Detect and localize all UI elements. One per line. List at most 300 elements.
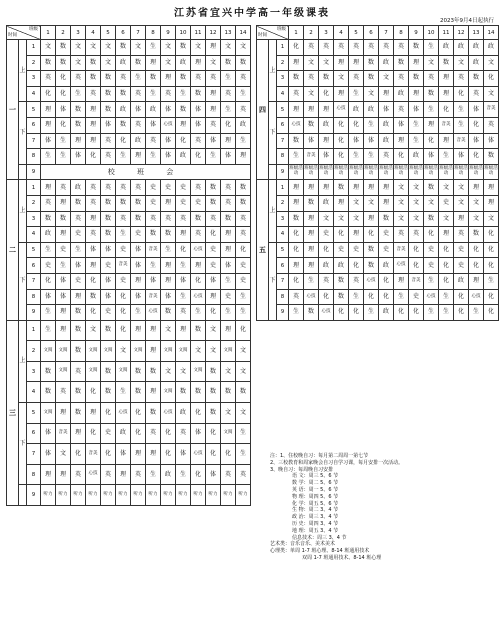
subject-cell: 理 bbox=[146, 444, 161, 465]
subject-cell: 体 bbox=[191, 423, 206, 444]
subject-cell: 文 bbox=[56, 444, 71, 465]
subject-cell: 英 bbox=[394, 227, 409, 243]
class-header: 5 bbox=[101, 26, 116, 40]
subject-cell: 英 bbox=[394, 71, 409, 87]
subject-cell: 音美 bbox=[394, 242, 409, 258]
subject-cell: 化 bbox=[454, 86, 469, 102]
subject-cell: 理 bbox=[221, 227, 236, 243]
subject-cell: 文 bbox=[86, 40, 101, 56]
subject-cell: 数 bbox=[191, 86, 206, 102]
subject-cell: 理 bbox=[304, 211, 319, 227]
subject-cell: 理 bbox=[71, 289, 86, 305]
subject-cell: 生 bbox=[146, 86, 161, 102]
subject-cell: 体 bbox=[191, 117, 206, 133]
subject-cell: 生 bbox=[289, 305, 304, 321]
subject-cell: 生 bbox=[364, 117, 379, 133]
half-day-cell: 上 bbox=[19, 180, 27, 242]
subject-cell: 生 bbox=[394, 289, 409, 305]
subject-cell: 英 bbox=[116, 71, 131, 87]
subject-cell: 英 bbox=[379, 40, 394, 56]
subject-cell: 生 bbox=[454, 117, 469, 133]
table-row bbox=[257, 305, 499, 321]
subject-cell: 数 bbox=[71, 195, 86, 211]
subject-cell: 数 bbox=[71, 102, 86, 118]
subject-cell: 化 bbox=[409, 305, 424, 321]
subject-cell: 文 bbox=[161, 361, 176, 382]
subject-cell: 体 bbox=[319, 149, 334, 165]
subject-cell: 理 bbox=[221, 242, 236, 258]
subject-cell: 文 bbox=[116, 341, 131, 362]
subject-cell: 英 bbox=[131, 464, 146, 485]
subject-cell: 听力 bbox=[191, 485, 206, 506]
subject-cell: 理 bbox=[304, 180, 319, 196]
period-cell: 8 bbox=[277, 289, 289, 305]
note-line: 生 物：周二 3、4 节 bbox=[292, 507, 339, 514]
subject-cell: 史 bbox=[41, 258, 56, 274]
subject-cell: 理 bbox=[206, 102, 221, 118]
table-row bbox=[7, 102, 251, 118]
half-day-cell: 上 bbox=[19, 40, 27, 102]
period-cell: 3 bbox=[27, 361, 41, 382]
subject-cell: 英 bbox=[71, 71, 86, 87]
subject-cell: 文 bbox=[364, 195, 379, 211]
subject-cell: 生 bbox=[409, 117, 424, 133]
header-corner bbox=[257, 26, 289, 40]
event-cell: 校 班 会 bbox=[41, 164, 251, 180]
subject-cell: 数 bbox=[131, 55, 146, 71]
subject-cell: 文阅 bbox=[116, 361, 131, 382]
subject-cell: 化 bbox=[349, 117, 364, 133]
subject-cell: 文 bbox=[469, 211, 484, 227]
note-line: 政 治：周三 3、4 节 bbox=[292, 514, 339, 521]
class-header: 3 bbox=[319, 26, 334, 40]
class-header: 1 bbox=[289, 26, 304, 40]
subject-cell: 史 bbox=[424, 258, 439, 274]
subject-cell: 生 bbox=[56, 258, 71, 274]
subject-cell: 英 bbox=[86, 180, 101, 196]
subject-cell: 史 bbox=[131, 227, 146, 243]
subject-cell: 化 bbox=[424, 133, 439, 149]
subject-cell: 化 bbox=[289, 40, 304, 56]
subject-cell: 英 bbox=[146, 133, 161, 149]
subject-cell: 生 bbox=[206, 149, 221, 165]
table-row bbox=[257, 242, 499, 258]
period-cell: 6 bbox=[277, 258, 289, 274]
subject-cell: 体 bbox=[221, 258, 236, 274]
subject-cell: 理 bbox=[236, 149, 251, 165]
subject-cell: 数 bbox=[71, 305, 86, 321]
subject-cell: 史 bbox=[71, 227, 86, 243]
subject-cell: 生 bbox=[454, 102, 469, 118]
subject-cell: 理 bbox=[469, 273, 484, 289]
period-cell: 7 bbox=[27, 444, 41, 465]
subject-cell: 生 bbox=[191, 305, 206, 321]
subject-cell: 数 bbox=[176, 40, 191, 56]
subject-cell: 英 bbox=[206, 71, 221, 87]
subject-cell: 生 bbox=[236, 133, 251, 149]
subject-cell: 数 bbox=[289, 71, 304, 87]
subject-cell: 英 bbox=[206, 211, 221, 227]
note-line: 英 语：周一 5、6 节 bbox=[292, 486, 339, 493]
subject-cell: 数 bbox=[334, 180, 349, 196]
subject-cell: 英 bbox=[101, 464, 116, 485]
subject-cell: 生 bbox=[236, 289, 251, 305]
subject-cell: 文 bbox=[221, 403, 236, 424]
subject-cell: 理 bbox=[334, 55, 349, 71]
subject-cell: 政 bbox=[116, 102, 131, 118]
subject-cell: 体 bbox=[56, 102, 71, 118]
subject-cell: 数 bbox=[424, 180, 439, 196]
subject-cell: 生 bbox=[349, 86, 364, 102]
subject-cell: 生 bbox=[41, 149, 56, 165]
notes-section bbox=[270, 453, 498, 562]
subject-cell: 文阅 bbox=[161, 341, 176, 362]
subject-cell: 化 bbox=[191, 149, 206, 165]
period-cell: 4 bbox=[27, 227, 41, 243]
subject-cell: 政 bbox=[319, 195, 334, 211]
subject-cell: 理 bbox=[469, 180, 484, 196]
subject-cell: 英 bbox=[191, 133, 206, 149]
class-header: 14 bbox=[484, 26, 499, 40]
table-row bbox=[7, 289, 251, 305]
subject-cell: 体 bbox=[176, 273, 191, 289]
subject-cell: 生 bbox=[41, 242, 56, 258]
subject-cell: 化 bbox=[56, 117, 71, 133]
subject-cell: 文 bbox=[304, 55, 319, 71]
subject-cell: 理 bbox=[349, 55, 364, 71]
subject-cell: 理 bbox=[56, 464, 71, 485]
subject-cell: 数 bbox=[221, 55, 236, 71]
subject-cell: 英 bbox=[289, 289, 304, 305]
subject-cell: 理 bbox=[206, 86, 221, 102]
subject-cell: 文 bbox=[221, 40, 236, 56]
subject-cell: 数 bbox=[191, 211, 206, 227]
subject-cell: 英 bbox=[131, 117, 146, 133]
subject-cell: 化 bbox=[439, 258, 454, 274]
subject-cell: 理 bbox=[146, 55, 161, 71]
table-row bbox=[257, 289, 499, 305]
subject-cell: 生 bbox=[221, 102, 236, 118]
subject-cell: 数 bbox=[424, 86, 439, 102]
subject-cell: 班级活动 bbox=[304, 164, 319, 180]
period-cell: 9 bbox=[27, 305, 41, 321]
period-cell: 3 bbox=[277, 211, 289, 227]
subject-cell: 理 bbox=[41, 117, 56, 133]
subject-cell: 理 bbox=[56, 195, 71, 211]
period-cell: 2 bbox=[277, 55, 289, 71]
subject-cell: 理 bbox=[319, 180, 334, 196]
subject-cell: 心技 bbox=[364, 273, 379, 289]
subject-cell: 化 bbox=[334, 117, 349, 133]
subject-cell: 数 bbox=[101, 320, 116, 341]
subject-cell: 文 bbox=[236, 40, 251, 56]
subject-cell: 生 bbox=[116, 227, 131, 243]
class-header: 8 bbox=[146, 26, 161, 40]
subject-cell: 体 bbox=[161, 149, 176, 165]
subject-cell: 化 bbox=[424, 227, 439, 243]
table-row bbox=[257, 149, 499, 165]
subject-cell: 英 bbox=[41, 195, 56, 211]
subject-cell: 化 bbox=[131, 403, 146, 424]
subject-cell: 心技 bbox=[146, 305, 161, 321]
subject-cell: 史 bbox=[146, 180, 161, 196]
subject-cell: 文 bbox=[454, 195, 469, 211]
subject-cell: 史 bbox=[454, 258, 469, 274]
subject-cell: 数 bbox=[484, 149, 499, 165]
period-cell: 3 bbox=[27, 71, 41, 87]
subject-cell: 理 bbox=[56, 320, 71, 341]
subject-cell: 化 bbox=[206, 305, 221, 321]
subject-cell: 文阅 bbox=[191, 361, 206, 382]
subject-cell: 政 bbox=[484, 40, 499, 56]
subject-cell: 文 bbox=[221, 361, 236, 382]
subject-cell: 生 bbox=[176, 258, 191, 274]
subject-cell: 文 bbox=[304, 86, 319, 102]
subject-cell: 数 bbox=[379, 211, 394, 227]
subject-cell: 生 bbox=[439, 305, 454, 321]
subject-cell: 文 bbox=[484, 55, 499, 71]
subject-cell: 文 bbox=[439, 180, 454, 196]
subject-cell: 化 bbox=[334, 305, 349, 321]
subject-cell: 生 bbox=[439, 289, 454, 305]
subject-cell: 史 bbox=[191, 195, 206, 211]
subject-cell: 英 bbox=[349, 273, 364, 289]
subject-cell: 文 bbox=[206, 320, 221, 341]
subject-cell: 化 bbox=[394, 305, 409, 321]
subject-cell: 英 bbox=[304, 71, 319, 87]
period-cell: 7 bbox=[277, 273, 289, 289]
table-row bbox=[7, 180, 251, 196]
subject-cell: 生 bbox=[131, 305, 146, 321]
subject-cell: 听力 bbox=[131, 485, 146, 506]
subject-cell: 化 bbox=[191, 273, 206, 289]
subject-cell: 班级活动 bbox=[289, 164, 304, 180]
subject-cell: 音美 bbox=[56, 423, 71, 444]
class-header: 11 bbox=[191, 26, 206, 40]
class-header: 14 bbox=[236, 26, 251, 40]
subject-cell: 政 bbox=[469, 40, 484, 56]
table-row bbox=[257, 102, 499, 118]
subject-cell: 体 bbox=[71, 258, 86, 274]
note-line: 数 学：周二 5、6 节 bbox=[292, 480, 339, 487]
subject-cell: 英 bbox=[161, 211, 176, 227]
table-row bbox=[7, 86, 251, 102]
half-day-cell: 上 bbox=[269, 180, 277, 242]
subject-cell: 英 bbox=[116, 180, 131, 196]
subject-cell: 数 bbox=[116, 117, 131, 133]
subject-cell: 化 bbox=[191, 403, 206, 424]
note-line: 心理类：单周 1-7 班心理、8-14 班通用技术 bbox=[270, 548, 370, 555]
subject-cell: 文 bbox=[454, 55, 469, 71]
table-row bbox=[257, 273, 499, 289]
subject-cell: 生 bbox=[236, 423, 251, 444]
subject-cell: 化 bbox=[86, 382, 101, 403]
subject-cell: 文阅 bbox=[86, 361, 101, 382]
period-cell: 2 bbox=[27, 55, 41, 71]
weekday-cell: 四 bbox=[257, 40, 269, 180]
class-header: 6 bbox=[364, 26, 379, 40]
table-row bbox=[257, 40, 499, 56]
subject-cell: 数 bbox=[146, 227, 161, 243]
subject-cell: 史 bbox=[236, 273, 251, 289]
subject-cell: 化 bbox=[319, 86, 334, 102]
subject-cell: 数 bbox=[131, 211, 146, 227]
subject-cell: 英 bbox=[101, 133, 116, 149]
subject-cell: 生 bbox=[289, 149, 304, 165]
subject-cell: 体 bbox=[41, 289, 56, 305]
subject-cell: 数 bbox=[41, 382, 56, 403]
subject-cell: 化 bbox=[221, 444, 236, 465]
subject-cell: 数 bbox=[439, 55, 454, 71]
subject-cell: 文 bbox=[161, 40, 176, 56]
subject-cell: 化 bbox=[161, 423, 176, 444]
subject-cell: 体 bbox=[206, 464, 221, 485]
subject-cell: 数 bbox=[101, 361, 116, 382]
class-header: 2 bbox=[304, 26, 319, 40]
subject-cell: 文阅 bbox=[176, 341, 191, 362]
subject-cell: 理 bbox=[86, 258, 101, 274]
subject-cell: 体 bbox=[221, 149, 236, 165]
subject-cell: 化 bbox=[101, 403, 116, 424]
subject-cell: 数 bbox=[304, 117, 319, 133]
table-row bbox=[7, 227, 251, 243]
note-line: 信息技术：周三 3、4 节 bbox=[292, 534, 347, 541]
subject-cell: 体 bbox=[364, 133, 379, 149]
subject-cell: 政 bbox=[379, 258, 394, 274]
subject-cell: 体 bbox=[161, 133, 176, 149]
class-header: 5 bbox=[349, 26, 364, 40]
subject-cell: 数 bbox=[409, 40, 424, 56]
subject-cell: 文 bbox=[101, 55, 116, 71]
subject-cell: 听力 bbox=[236, 485, 251, 506]
subject-cell: 英 bbox=[454, 227, 469, 243]
subject-cell: 政 bbox=[161, 464, 176, 485]
subject-cell: 体 bbox=[484, 133, 499, 149]
subject-cell: 数 bbox=[131, 195, 146, 211]
subject-cell: 数 bbox=[206, 361, 221, 382]
subject-cell: 数 bbox=[191, 382, 206, 403]
subject-cell: 文 bbox=[236, 403, 251, 424]
subject-cell: 数 bbox=[289, 211, 304, 227]
table-row bbox=[7, 320, 251, 341]
subject-cell: 英 bbox=[71, 361, 86, 382]
subject-cell: 英 bbox=[334, 40, 349, 56]
subject-cell: 理 bbox=[176, 320, 191, 341]
subject-cell: 史 bbox=[424, 242, 439, 258]
subject-cell: 英 bbox=[86, 195, 101, 211]
subject-cell: 英 bbox=[236, 102, 251, 118]
subject-cell: 文阅 bbox=[41, 403, 56, 424]
subject-cell: 数 bbox=[334, 273, 349, 289]
subject-cell: 体 bbox=[176, 444, 191, 465]
subject-cell: 体 bbox=[56, 273, 71, 289]
period-cell: 1 bbox=[27, 320, 41, 341]
subject-cell: 听力 bbox=[146, 485, 161, 506]
subject-cell: 文 bbox=[191, 341, 206, 362]
subject-cell: 听力 bbox=[221, 485, 236, 506]
subject-cell: 体 bbox=[71, 149, 86, 165]
subject-cell: 数 bbox=[116, 86, 131, 102]
subject-cell: 政 bbox=[454, 40, 469, 56]
subject-cell: 生 bbox=[56, 149, 71, 165]
subject-cell: 政 bbox=[334, 258, 349, 274]
subject-cell: 化 bbox=[131, 423, 146, 444]
half-day-cell: 上 bbox=[269, 40, 277, 102]
subject-cell: 生 bbox=[146, 258, 161, 274]
subject-cell: 英 bbox=[191, 227, 206, 243]
subject-cell: 英 bbox=[56, 382, 71, 403]
period-cell: 8 bbox=[27, 289, 41, 305]
subject-cell: 理 bbox=[116, 464, 131, 485]
table-row bbox=[7, 71, 251, 87]
subject-cell: 史 bbox=[161, 180, 176, 196]
subject-cell: 心技 bbox=[319, 305, 334, 321]
subject-cell: 政 bbox=[394, 86, 409, 102]
subject-cell: 英 bbox=[469, 86, 484, 102]
subject-cell: 化 bbox=[319, 242, 334, 258]
subject-cell: 政 bbox=[409, 149, 424, 165]
subject-cell: 史 bbox=[101, 258, 116, 274]
subject-cell: 数 bbox=[56, 211, 71, 227]
subject-cell: 化 bbox=[484, 258, 499, 274]
subject-cell: 文 bbox=[364, 86, 379, 102]
subject-cell: 政 bbox=[454, 273, 469, 289]
subject-cell: 文阅 bbox=[221, 341, 236, 362]
table-row bbox=[7, 423, 251, 444]
subject-cell: 数 bbox=[56, 55, 71, 71]
subject-cell: 班级活动 bbox=[364, 164, 379, 180]
subject-cell: 化 bbox=[454, 305, 469, 321]
period-cell: 6 bbox=[277, 117, 289, 133]
subject-cell: 理 bbox=[439, 71, 454, 87]
subject-cell: 英 bbox=[41, 71, 56, 87]
subject-cell: 文 bbox=[379, 71, 394, 87]
subject-cell: 数 bbox=[41, 55, 56, 71]
subject-cell: 数 bbox=[146, 361, 161, 382]
subject-cell: 数 bbox=[289, 133, 304, 149]
subject-cell: 文 bbox=[101, 40, 116, 56]
subject-cell: 数 bbox=[364, 242, 379, 258]
class-header: 4 bbox=[334, 26, 349, 40]
subject-cell: 理 bbox=[146, 341, 161, 362]
subject-cell: 理 bbox=[56, 227, 71, 243]
subject-cell: 化 bbox=[206, 227, 221, 243]
subject-cell: 体 bbox=[101, 242, 116, 258]
class-header: 9 bbox=[161, 26, 176, 40]
subject-cell: 数 bbox=[176, 102, 191, 118]
subject-cell: 化 bbox=[364, 289, 379, 305]
subject-cell: 英 bbox=[236, 71, 251, 87]
subject-cell: 体 bbox=[131, 258, 146, 274]
subject-cell: 政 bbox=[176, 403, 191, 424]
subject-cell: 政 bbox=[146, 102, 161, 118]
subject-cell: 英 bbox=[131, 86, 146, 102]
subject-cell: 体 bbox=[101, 289, 116, 305]
subject-cell: 文 bbox=[424, 55, 439, 71]
subject-cell: 化 bbox=[394, 149, 409, 165]
subject-cell: 听力 bbox=[71, 485, 86, 506]
subject-cell: 理 bbox=[349, 180, 364, 196]
subject-cell: 理 bbox=[409, 55, 424, 71]
subject-cell: 体 bbox=[56, 289, 71, 305]
subject-cell: 化 bbox=[116, 133, 131, 149]
subject-cell: 文 bbox=[191, 40, 206, 56]
subject-cell: 文 bbox=[176, 361, 191, 382]
subject-cell: 数 bbox=[424, 211, 439, 227]
subject-cell: 理 bbox=[176, 227, 191, 243]
subject-cell: 心技 bbox=[469, 289, 484, 305]
subject-cell: 数 bbox=[86, 71, 101, 87]
